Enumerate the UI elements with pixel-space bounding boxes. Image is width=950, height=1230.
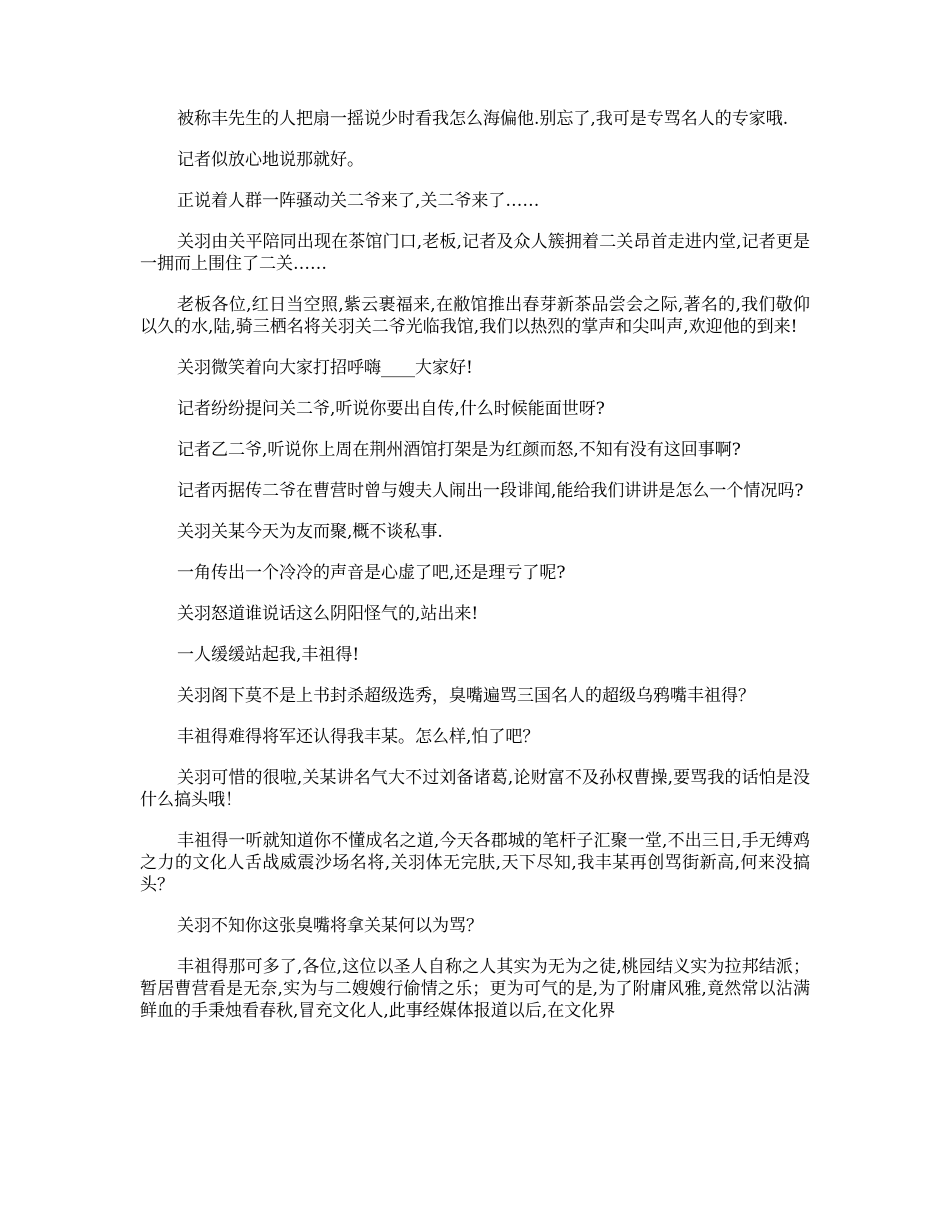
document-body — [140, 108, 810, 1041]
paragraph: 丰祖得难得将军还认得我丰某。怎么样,怕了吧？ — [177, 727, 540, 747]
paragraph: 关羽微笑着向大家打招呼嗨____大家好! — [177, 358, 473, 378]
paragraph: 一人缓缓站起我,丰祖得! — [177, 645, 360, 665]
paragraph: 关羽阁下莫不是上书封杀超级选秀，臭嘴遍骂三国名人的超级乌鸦嘴丰祖得？ — [177, 686, 755, 706]
paragraph: 关羽不知你这张臭嘴将拿关某何以为骂？ — [177, 916, 483, 936]
paragraph: 记者乙二爷,听说你上周在荆州酒馆打架是为红颜而怒,不知有没有这回事啊? — [177, 440, 741, 460]
paragraph: 关羽可惜的很啦,关某讲名气大不过刘备诸葛,论财富不及孙权曹操,要骂我的话怕是没什么搞头哦！ — [140, 768, 810, 810]
paragraph: 一角传出一个冷冷的声音是心虚了吧,还是理亏了呢? — [177, 563, 566, 583]
paragraph: 关羽由关平陪同出现在茶馆门口,老板,记者及众人簇拥着二关昂首走进内堂,记者更是一拥而上围住了二关…… — [140, 232, 810, 274]
paragraph: 老板各位,红日当空照,紫云裹福来,在敝馆推出春芽新茶品尝会之际,著名的,我们敬仰以久的水,陆,骑三栖名将关羽关二爷光临我馆,我们以热烈的掌声和尖叫声,欢迎他的到来! — [140, 295, 810, 337]
paragraph: 丰祖得那可多了,各位,这位以圣人自称之人其实为无为之徒,桃园结义实为拉邦结派；暂居曹营看是无奈,实为与二嫂嫂行偷情之乐；更为可气的是,为了附庸风雅,竟然常以沾满鲜血的手秉烛看春秋,冒充文化人,此事经媒体报道以后,在文化界 — [140, 957, 810, 1021]
paragraph: 记者丙据传二爷在曹营时曾与嫂夫人闹出一段诽闻,能给我们讲讲是怎么一个情况吗? — [177, 481, 804, 501]
paragraph: 被称丰先生的人把扇一摇说少时看我怎么海偏他.别忘了,我可是专骂名人的专家哦. — [177, 109, 789, 129]
paragraph: 记者似放心地说那就好。 — [177, 150, 364, 170]
paragraph: 关羽关某今天为友而聚,概不谈私事. — [177, 522, 443, 542]
paragraph: 丰祖得一听就知道你不懂成名之道,今天各郡城的笔杆子汇聚一堂,不出三日,手无缚鸡之力的文化人舌战威震沙场名将,关羽体无完肤,天下尽知,我丰某再创骂街新高,何来没搞头？ — [140, 831, 810, 895]
paragraph: 记者纷纷提问关二爷,听说你要出自传,什么时候能面世呀? — [177, 399, 605, 419]
paragraph: 关羽怒道谁说话这么阴阳怪气的,站出来! — [177, 604, 479, 624]
paragraph: 正说着人群一阵骚动关二爷来了,关二爷来了…… — [177, 191, 540, 211]
